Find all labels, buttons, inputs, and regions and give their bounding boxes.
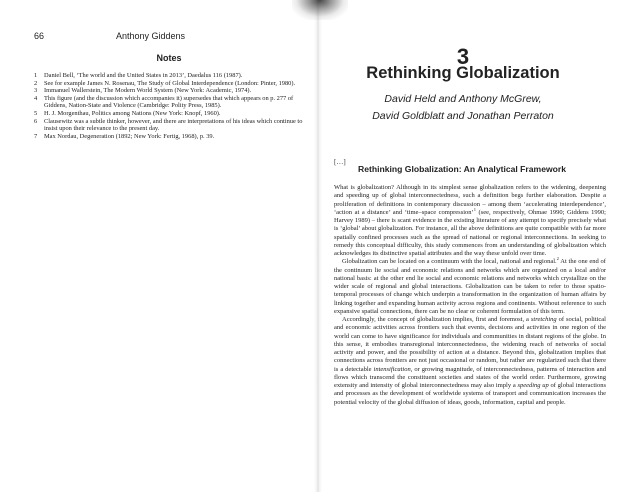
body-paragraph <box>334 316 606 407</box>
text-run: At the one end of the continuum lie social and economic relations and networks which are organized on a local and/or national basis: at the other end lie social and economic relations and networks which crystallize on the wider scale of regional and global interactions. Globalization can be taken to refer to those spatio-temporal processes of change which underpin a transformation in the organization of human affairs by linking together and expanding human activity across regions and continents. Without reference to such expansive spatial connections, there can be no clear or coherent formulation of this term. <box>334 258 606 315</box>
footnote-number: 7 <box>34 132 38 140</box>
chapter-title: Rethinking Globalization <box>366 64 560 82</box>
omission-marker: […] <box>334 158 346 166</box>
footnote-text: See for example James N. Rosenau, The Study of Global Interdependence (London: Pinter, 1980). <box>44 79 296 87</box>
footnote-reference: 2 <box>556 256 559 262</box>
footnote-number: 1 <box>34 72 38 79</box>
chapter-number: 3 <box>456 44 470 69</box>
footnote-number: 6 <box>34 117 38 125</box>
footnote-text: Immanuel Wallerstein, The Modern World System (New York: Academic, 1974). <box>44 87 252 95</box>
text-run: (see, respectively, Ohmae 1990; Giddens 1990; Harvey 1989) – there is scant evidence in the existing literature of any attempt to specify precisely what is ‘global’ about globalization. For instance, all the above definitions are quite compatible with far more spatially confined processes such as the spread of national or regional interconnections. In seeking to remedy this conceptual difficulty, this study commences from an understanding of globalization which acknowledges its distinctive spatial attributes and the way these unfold over time. <box>334 208 606 257</box>
footnote-reference: 1 <box>473 206 476 212</box>
footnote-item <box>34 87 304 95</box>
left-page <box>0 0 318 492</box>
text-run: of global interactions and processes as the development of worldwide systems of transport and communication increases the potential velocity of the global diffusion of ideas, goods, information, capital and people. <box>334 382 606 406</box>
notes-heading: Notes <box>156 53 182 63</box>
footnote-text: H. J. Morgenthau, Politics among Nations (New York: Knopf, 1960). <box>44 109 221 117</box>
emphasized-term: speeding up <box>517 382 549 389</box>
footnote-text: Daniel Bell, ‘The world and the United States in 2013’, Daedalus 116 (1987). <box>44 72 243 79</box>
footnote-item <box>34 80 304 88</box>
notes-list <box>34 72 304 140</box>
text-run: Accordingly, the concept of globalization implies, first and foremost, a <box>342 316 531 323</box>
footnote-item <box>34 133 304 141</box>
footnote-text: This figure (and the discussion which accompanies it) supersedes that which appears on p. 277 of Giddens, Nation-State and Violence (Cambridge: Polity Press, 1985). <box>44 94 294 110</box>
text-run: , or growing magnitude, of interconnectedness, patterns of interaction and flows which transcend the constituent societies and states of the world order. Furthermore, growing extensity and intensity of global interconnectedness may also imply a <box>334 365 606 389</box>
footnote-item <box>34 95 304 110</box>
running-head-author: Anthony Giddens <box>116 31 186 41</box>
emphasized-term: stretching <box>530 316 557 323</box>
text-run: What is globalization? Although in its simplest sense globalization refers to the widening, deepening and speeding up of global interconnectedness, such a definition begs further elaboration. Despite a proliferation of definitions in contemporary discussion – among them ‘accelerating interdependence’, ‘action at a distance’ and ‘time–space compression’ <box>334 184 606 216</box>
body-paragraph <box>334 258 606 316</box>
footnote-text: Max Nordau, Degeneration (1892; New York: Fertig, 1968), p. 39. <box>44 132 215 140</box>
footnote-text: Clausewitz was a subtle thinker, however, and there are interpretations of his ideas which continue to insist upon their relevance to the present day. <box>44 117 303 133</box>
body-paragraph <box>334 184 606 258</box>
text-run: of social, political and economic activities across frontiers such that events, decisions and activities in one region of the world can come to have significance for individuals and communities in distant regions of the globe. In this sense, it embodies transregional interconnectedness, the widening reach of networks of social activity and power, and the possibility of action at a distance. Beyond this, globalization implies that connections across frontiers are not just occasional or random, but rather are regularized such that there is a detectable <box>334 316 606 373</box>
section-heading: Rethinking Globalization: An Analytical Framework <box>358 164 567 174</box>
footnote-number: 3 <box>34 87 38 95</box>
footnote-number: 5 <box>34 109 38 117</box>
footnote-item <box>34 110 304 118</box>
footnote-item <box>34 72 304 80</box>
chapter-authors-line-1: David Held and Anthony McGrew, <box>384 93 542 105</box>
page-number: 66 <box>34 31 45 41</box>
chapter-body-text <box>334 184 606 407</box>
emphasized-term: intensification <box>373 365 411 373</box>
footnote-number: 2 <box>34 79 38 87</box>
text-run: Globalization can be located on a continuum with the local, national and regional. <box>342 258 557 266</box>
footnote-number: 4 <box>34 94 38 102</box>
footnote-item <box>34 118 304 133</box>
chapter-authors-line-2: David Goldblatt and Jonathan Perraton <box>372 110 554 122</box>
